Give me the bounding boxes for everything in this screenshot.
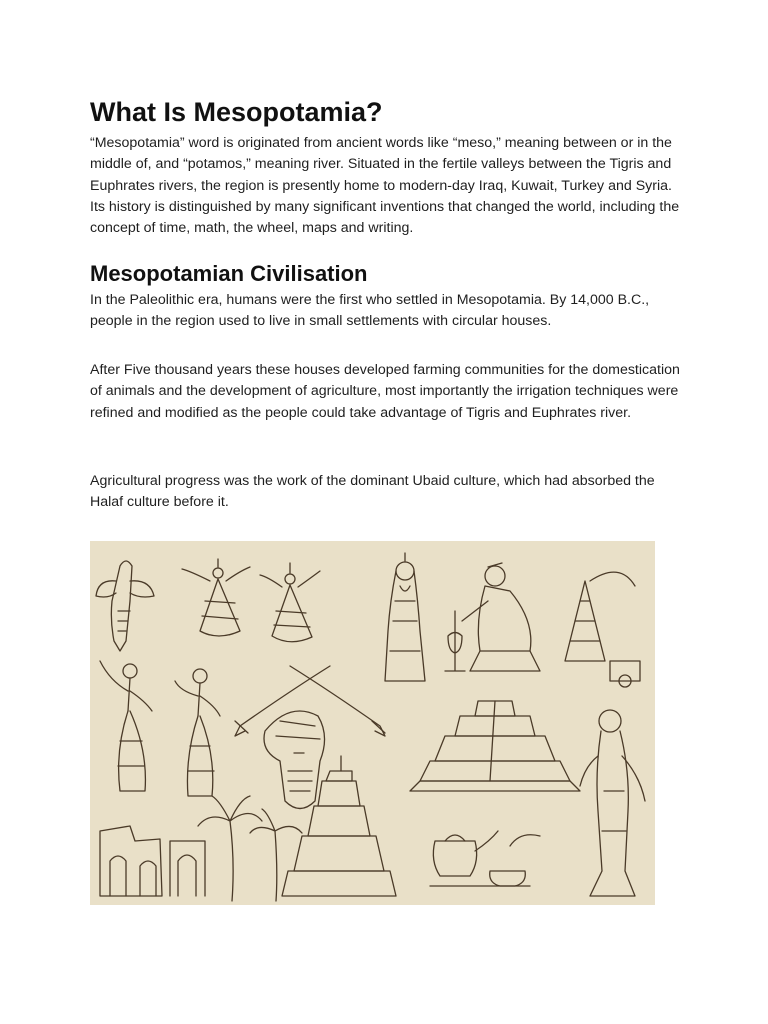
tea-set-icon [430,831,540,886]
paragraph-ubaid: Agricultural progress was the work of the dominant Ubaid culture, which had absorbed the Halaf culture before it. [90,473,655,511]
paragraph-settlement: In the Paleolithic era, humans were the first who settled in Mesopotamia. By 14,000 B.C., people in the region used to live in small settlements with circular houses. [90,292,650,330]
ruins-icon [100,826,205,896]
palm-tree-icon [198,796,302,901]
belly-dancer-icon [100,661,220,796]
mesopotamia-illustration [90,541,655,905]
lamassu-statue-icon [580,710,645,896]
whirling-dervish-icon [182,559,320,642]
page-title: What Is Mesopotamia? [90,97,383,127]
assyrian-head-icon [264,711,325,809]
ziggurat-icon [410,701,580,791]
winged-fish-icon [96,561,154,651]
hookah-smoker-icon [445,563,540,671]
veiled-woman-icon [385,553,425,681]
oil-pump-icon [565,572,640,687]
spiral-minaret-icon [282,756,396,896]
section-heading: Mesopotamian Civilisation [90,261,368,286]
intro-paragraph: “Mesopotamia” word is originated from ancient words like “meso,” meaning between or in the middle of, and “potamos,” meaning river. Situated in the fertile valleys between the Tigris and Euphrates rivers, the region is presently home to modern-day Iraq, Kuwait, Turkey and Syria. Its history is distinguished by many significant inventions that changed the world, including the concept of time, math, the wheel, maps and writing. [90,135,680,237]
paragraph-farming: After Five thousand years these houses developed farming communities for the domestication of animals and the development of agriculture, most importantly the irrigation techniques were refined and modified as the people could take advantage of Tigris and Euphrates river. [90,362,680,421]
